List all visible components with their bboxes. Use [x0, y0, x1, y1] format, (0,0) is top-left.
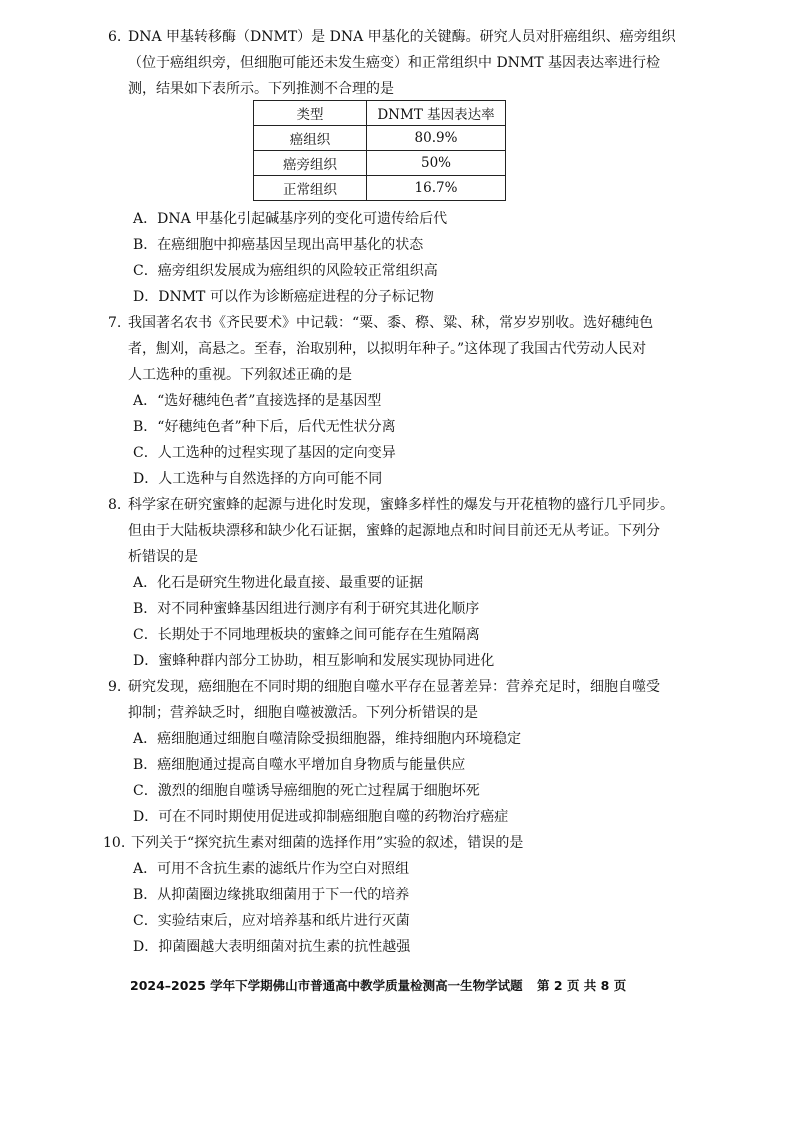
option-b: B．从抑菌圈边缘挑取细菌用于下一代的培养: [133, 887, 410, 903]
footer-page-number: 第 2 页 共 8 页: [537, 978, 627, 993]
question-stem-line: （位于癌组织旁，但细胞可能还未发生癌变）和正常组织中 DNMT 基因表达率进行检: [128, 55, 661, 71]
question-stem-line: 但由于大陆板块漂移和缺少化石证据，蜜蜂的起源地点和时间目前还无从考证。下列分: [128, 523, 660, 539]
table-header-cell: 类型: [254, 101, 367, 126]
question-number: 10.: [103, 835, 126, 851]
table-cell: 50%: [367, 151, 506, 176]
table-cell: 正常组织: [254, 176, 367, 201]
question-stem-line: 者，劁刈，高悬之。至春，治取别种，以拟明年种子。”这体现了我国古代劳动人民对: [128, 341, 647, 357]
question-number: 7.: [108, 315, 122, 331]
option-a: A．DNA 甲基化引起碱基序列的变化可遗传给后代: [133, 211, 448, 227]
option-b: B．对不同种蜜蜂基因组进行测序有利于研究其进化顺序: [133, 601, 480, 617]
table-row: [254, 176, 506, 201]
table-row: [254, 151, 506, 176]
option-c: C．激烈的细胞自噬诱导癌细胞的死亡过程属于细胞坏死: [133, 783, 480, 799]
option-c: C．癌旁组织发展成为癌组织的风险较正常组织高: [133, 263, 438, 279]
option-c: C．长期处于不同地理板块的蜜蜂之间可能存在生殖隔离: [133, 627, 480, 643]
table-cell: 16.7%: [367, 176, 506, 201]
question-stem-line: 抑制；营养缺乏时，细胞自噬被激活。下列分析错误的是: [128, 705, 478, 721]
option-b: B．在癌细胞中抑癌基因呈现出高甲基化的状态: [133, 237, 424, 253]
table-cell: 癌旁组织: [254, 151, 367, 176]
option-a: A．化石是研究生物进化最直接、最重要的证据: [133, 575, 424, 591]
table-row: [254, 126, 506, 151]
option-c: C．人工选种的过程实现了基因的定向变异: [133, 445, 396, 461]
option-d: D．可在不同时期使用促进或抑制癌细胞自噬的药物治疗癌症: [133, 809, 509, 825]
option-a: A．可用不含抗生素的滤纸片作为空白对照组: [133, 861, 410, 877]
table-header-cell: DNMT 基因表达率: [367, 101, 506, 126]
question-number: 8.: [108, 497, 122, 513]
question-stem-line: 人工选种的重视。下列叙述正确的是: [128, 367, 352, 383]
option-d: D．人工选种与自然选择的方向可能不同: [133, 471, 383, 487]
table-header-row: [254, 101, 506, 126]
option-c: C．实验结束后，应对培养基和纸片进行灭菌: [133, 913, 410, 929]
question-stem-line: 下列关于“探究抗生素对细菌的选择作用”实验的叙述，错误的是: [131, 835, 524, 851]
question-stem-line: 我国著名农书《齐民要术》中记载：“粟、黍、穄、粱、秫，常岁岁别收。选好穗纯色: [128, 315, 654, 331]
table-cell: 80.9%: [367, 126, 506, 151]
option-a: A．“选好穗纯色者”直接选择的是基因型: [133, 393, 382, 409]
question-stem-line: 测，结果如下表所示。下列推测不合理的是: [128, 81, 394, 97]
table-cell: 癌组织: [254, 126, 367, 151]
option-b: B．癌细胞通过提高自噬水平增加自身物质与能量供应: [133, 757, 466, 773]
footer-exam-title: 2024–2025 学年下学期佛山市普通高中教学质量检测高一生物学试题: [130, 978, 523, 993]
option-a: A．癌细胞通过细胞自噬清除受损细胞器，维持细胞内环境稳定: [133, 731, 522, 747]
question-stem-line: 析错误的是: [128, 549, 198, 565]
option-d: D．DNMT 可以作为诊断癌症进程的分子标记物: [133, 289, 434, 305]
page-footer: [130, 976, 636, 996]
question-stem-line: 研究发现，癌细胞在不同时期的细胞自噬水平存在显著差异：营养充足时，细胞自噬受: [128, 679, 660, 695]
question-stem-line: DNA 甲基转移酶（DNMT）是 DNA 甲基化的关键酶。研究人员对肝癌组织、癌旁组织: [128, 29, 676, 45]
question-stem-line: 科学家在研究蜜蜂的起源与进化时发现，蜜蜂多样性的爆发与开花植物的盛行几乎同步。: [128, 497, 674, 513]
dnmt-expression-table: [253, 100, 506, 201]
option-d: D．蜜蜂种群内部分工协助，相互影响和发展实现协同进化: [133, 653, 495, 669]
question-number: 9.: [108, 679, 122, 695]
question-number: 6.: [108, 29, 122, 45]
option-d: D．抑菌圈越大表明细菌对抗生素的抗性越强: [133, 939, 411, 955]
option-b: B．“好穗纯色者”种下后，后代无性状分离: [133, 419, 396, 435]
